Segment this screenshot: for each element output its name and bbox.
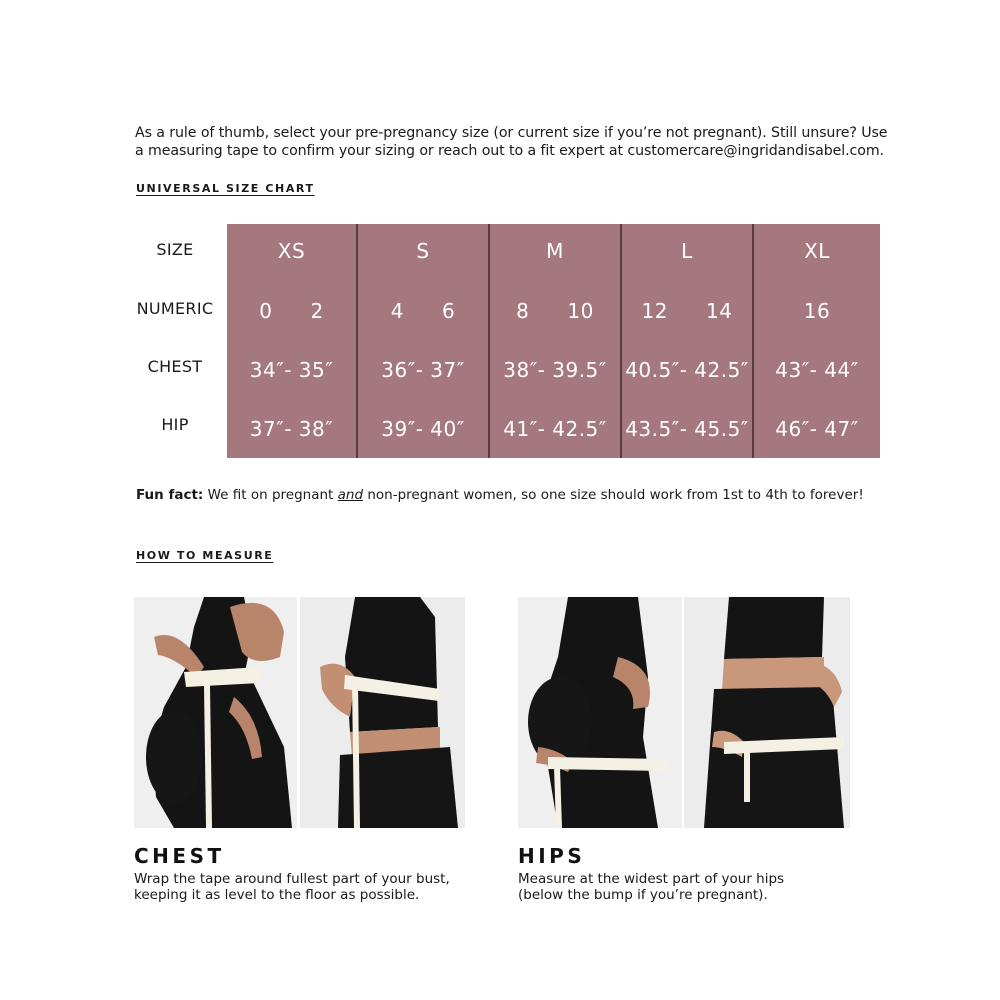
numeric-value: 10 [567,299,594,323]
size-cell: M [546,239,564,263]
numeric-value: 14 [706,299,733,323]
intro-line-2: a measuring tape to confirm your sizing or reach out to a fit expert at customercare@ingridandisabel.com. [135,143,884,159]
fun-fact-emphasis: and [337,487,364,503]
chest-cell: 38″- 39.5″ [503,358,607,382]
numeric-value: 2 [310,299,324,323]
numeric-value: 6 [442,299,456,323]
chest-description-line-1: Wrap the tape around fullest part of your bust, [134,871,450,887]
how-to-measure-heading: HOW TO MEASURE [136,549,274,562]
size-column-s [358,224,490,458]
size-cell: L [681,239,693,263]
chest-description [134,871,450,903]
fun-fact-text-2: non-pregnant women, so one size should work from 1st to 4th to forever! [363,487,864,503]
size-cell: S [416,239,430,263]
numeric-value: 4 [390,299,404,323]
size-column-xl [754,224,880,458]
hips-description-line-1: Measure at the widest part of your hips [518,871,785,887]
size-chart-heading: UNIVERSAL SIZE CHART [136,182,315,195]
chest-measure-photo-crop [300,597,465,828]
numeric-value: 8 [516,299,530,323]
hips-description [518,871,784,903]
numeric-value: 12 [641,299,668,323]
hip-cell: 39″- 40″ [381,417,465,441]
chest-measure-photo-pregnant [134,597,297,828]
fun-fact-label: Fun fact: [136,487,204,503]
size-chart-grid [227,224,880,458]
row-label-numeric: NUMERIC [136,299,214,318]
size-column-l [622,224,754,458]
numeric-cell [754,299,880,323]
numeric-value: 16 [803,299,831,323]
size-cell: XL [804,239,830,263]
numeric-cell [490,299,620,323]
hips-description-line-2: (below the bump if you’re pregnant). [518,887,768,903]
row-label-hip: HIP [161,415,189,434]
size-column-xs [227,224,358,458]
numeric-cell [358,299,488,323]
fun-fact [136,487,864,503]
intro-text [135,124,888,160]
size-column-m [490,224,622,458]
chest-cell: 43″- 44″ [775,358,859,382]
chest-title: CHEST [134,844,225,868]
numeric-cell [622,299,752,323]
hips-measure-photo-pregnant [518,597,682,828]
chest-cell: 40.5″- 42.5″ [625,358,749,382]
hips-title: HIPS [518,844,586,868]
chest-cell: 34″- 35″ [249,358,334,382]
hip-cell: 41″- 42.5″ [503,417,607,441]
row-label-chest: CHEST [147,357,203,376]
numeric-cell [227,299,356,323]
hip-cell: 37″- 38″ [249,417,334,441]
row-label-size: SIZE [156,240,194,259]
hip-cell: 46″- 47″ [775,417,859,441]
hips-measure-photo-crop [684,597,850,828]
chest-cell: 36″- 37″ [381,358,465,382]
intro-line-1: As a rule of thumb, select your pre-pregnancy size (or current size if you’re not pregnant). Still unsure? Use [135,125,888,141]
chest-description-line-2: keeping it as level to the floor as possible. [134,887,420,903]
fun-fact-text-1: We fit on pregnant [203,487,338,503]
hip-cell: 43.5″- 45.5″ [625,417,749,441]
size-cell: XS [277,239,306,263]
numeric-value: 0 [259,299,273,323]
